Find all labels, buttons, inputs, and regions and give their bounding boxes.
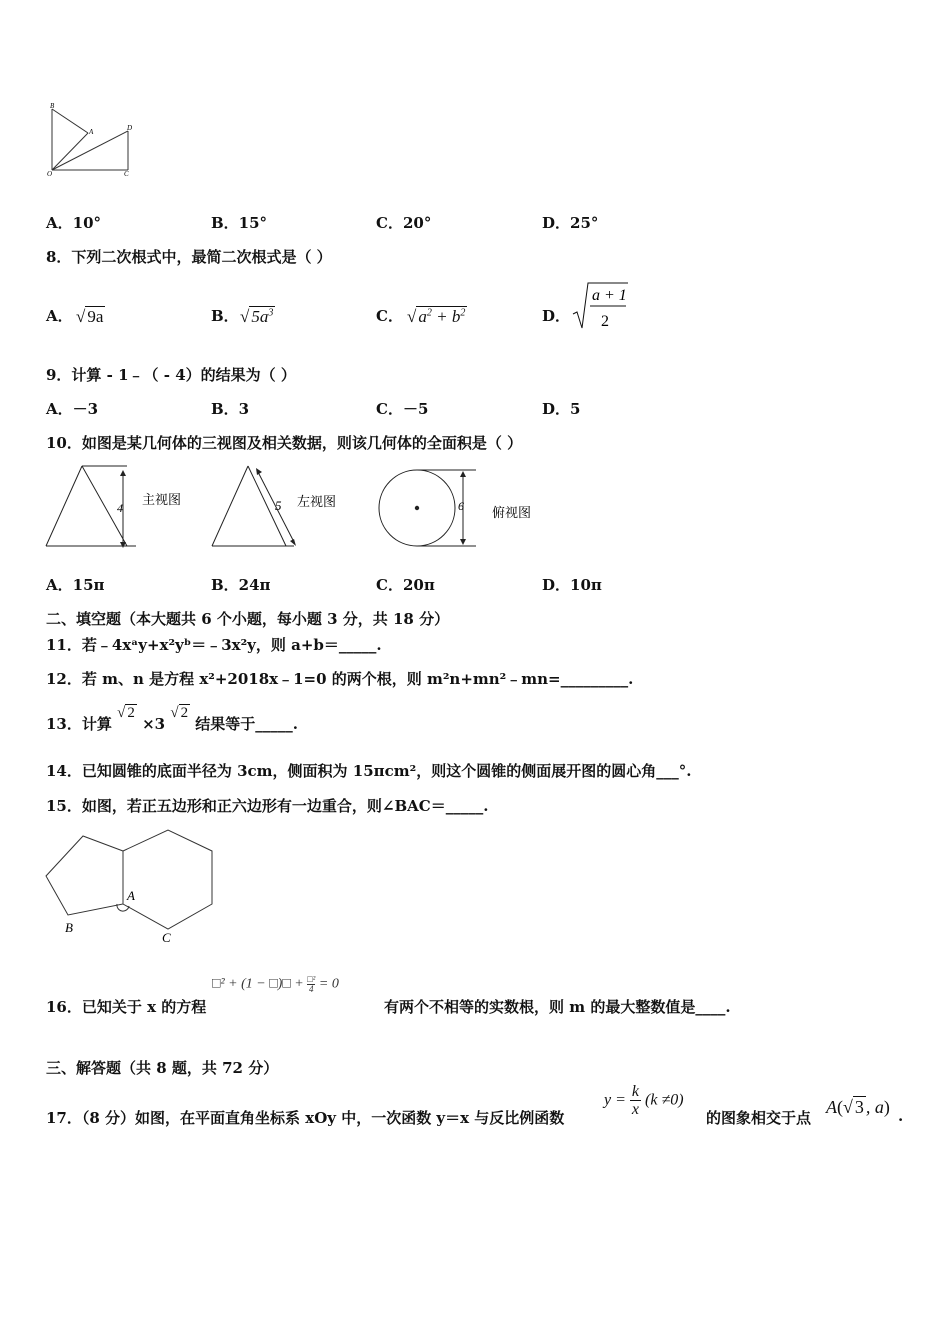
- top-view-dimension: 6: [458, 499, 464, 513]
- q8-option-d-letter: D．: [542, 307, 571, 325]
- q9-option-b: B．3: [211, 400, 250, 418]
- q8-option-b-letter: B．: [211, 307, 239, 325]
- q8-c-term-b: + b: [436, 307, 461, 326]
- q9-option-d: D．5: [542, 400, 581, 418]
- q8-d-denominator: 2: [601, 313, 609, 330]
- q16-eq-numerator: □²: [307, 974, 316, 984]
- q8-d-numerator: a + 1: [592, 287, 627, 304]
- side-view: [212, 466, 336, 546]
- q17-prefix: 17．（8 分）如图，在平面直角坐标系 xOy 中，一次函数 y＝x 与反比例函数: [46, 1109, 565, 1127]
- q16-suffix: 有两个不相等的实数根，则 m 的最大整数值是____.: [384, 998, 731, 1016]
- side-view-label: 左视图: [297, 494, 337, 509]
- q17-fn-condition: (k ≠0): [645, 1091, 684, 1109]
- q8-option-d-expr: [570, 280, 632, 332]
- q13-radicand-1: 2: [127, 705, 135, 721]
- q11-text: 11．若﹣4xᵃy+x²yᵇ＝﹣3x²y，则 a+b＝_____.: [46, 636, 382, 654]
- q10-option-a: A．15π: [46, 576, 105, 594]
- q8-a-radicand: 9a: [87, 307, 104, 326]
- q15-figure: [40, 826, 220, 946]
- top-view-label: 俯视图: [492, 505, 532, 520]
- label-c: C: [124, 170, 129, 178]
- q9-option-c: C．－5: [376, 400, 429, 418]
- label-a: A: [89, 128, 94, 136]
- q17-middle: 的图象相交于点: [706, 1109, 812, 1127]
- q17-end: .: [898, 1107, 904, 1125]
- q8-option-c-letter: C．: [376, 307, 403, 325]
- side-view-dimension: 5: [275, 498, 282, 513]
- q8-option-a-expr: √ 9a: [76, 307, 104, 326]
- q16-equation: [212, 975, 339, 994]
- top-view: [379, 470, 531, 546]
- label-c: C: [162, 930, 171, 945]
- front-view: [46, 466, 181, 548]
- q13-radicand-2: 2: [180, 705, 189, 721]
- q10-stem: 10．如图是某几何体的三视图及相关数据，则该几何体的全面积是（ ）: [46, 434, 523, 452]
- q17-fn-denominator: x: [631, 1101, 640, 1118]
- q17-fn-numerator: k: [631, 1083, 640, 1100]
- q9-stem: 9．计算 - 1﹣（ - 4）的结果为（ ）: [46, 366, 296, 384]
- q8-option-b-expr: √ $5a^3$: [240, 307, 274, 326]
- q8-c-term-a: a: [418, 307, 427, 326]
- section-3-heading: 三、解答题（共 8 题，共 72 分）: [46, 1059, 279, 1077]
- q8-c-exp-b: 2: [460, 307, 466, 319]
- q8-stem: 8．下列二次根式中，最简二次根式是（ ）: [46, 248, 332, 266]
- front-view-dimension: 4: [117, 501, 123, 515]
- label-o: O: [47, 170, 53, 178]
- q7-figure: [44, 100, 144, 178]
- section-2-heading: 二、填空题（本大题共 6 个小题，每小题 3 分，共 18 分）: [46, 610, 450, 628]
- label-b: B: [65, 920, 73, 935]
- label-a: A: [127, 888, 135, 903]
- q7-option-c: C．20°: [376, 214, 432, 232]
- q10-option-c: C．20π: [376, 576, 435, 594]
- q8-option-a-letter: A．: [46, 307, 73, 325]
- q10-three-views: [44, 462, 539, 554]
- label-d: D: [127, 124, 133, 132]
- q17-point: A(√ 3 , a): [826, 1097, 890, 1117]
- q16-eq-term-2: = 0: [318, 976, 339, 992]
- q13-middle: ×3: [142, 715, 166, 733]
- q7-option-d: D．25°: [542, 214, 599, 232]
- front-view-label: 主视图: [142, 492, 182, 507]
- q7-option-a: A．10°: [46, 214, 102, 232]
- q17-point-radicand: 3: [854, 1097, 864, 1117]
- q10-option-b: B．24π: [211, 576, 271, 594]
- q13-line: 13．计算 √ 2 ×3 √ 2 结果等于_____.: [46, 705, 299, 733]
- q17-function: [604, 1083, 684, 1118]
- q8-b-exponent: 3: [268, 307, 274, 319]
- q7-option-b: B．15°: [211, 214, 268, 232]
- q9-option-a: A．－3: [46, 400, 99, 418]
- q16-prefix: 16．已知关于 x 的方程: [46, 998, 207, 1016]
- q13-prefix: 13．计算: [46, 715, 112, 733]
- q16-eq-denominator: 4: [309, 984, 314, 994]
- q17-fn-y: y =: [604, 1091, 626, 1109]
- q16-eq-term-1: □² + (1 − □)□ +: [212, 976, 304, 992]
- q17-point-name: A: [826, 1097, 837, 1117]
- q14-text: 14．已知圆锥的底面半径为 3cm，侧面积为 15πcm²，则这个圆锥的侧面展开图的圆心角___°.: [46, 762, 692, 780]
- q12-text: 12．若 m、n 是方程 x²+2018x﹣1=0 的两个根，则 m²n+mn²﹣mn=_________.: [46, 670, 634, 688]
- q17-point-rest: , a: [865, 1097, 884, 1117]
- q10-option-d: D．10π: [542, 576, 602, 594]
- q8-option-c-expr: √ $a^2 + b^2$: [407, 307, 466, 326]
- q8-b-radicand: 5a: [251, 307, 269, 326]
- q13-suffix: 结果等于_____.: [195, 715, 299, 733]
- q8-c-exp-a: 2: [426, 307, 432, 319]
- label-b: B: [50, 102, 55, 110]
- q15-stem: 15．如图，若正五边形和正六边形有一边重合，则∠BAC＝_____.: [46, 797, 489, 815]
